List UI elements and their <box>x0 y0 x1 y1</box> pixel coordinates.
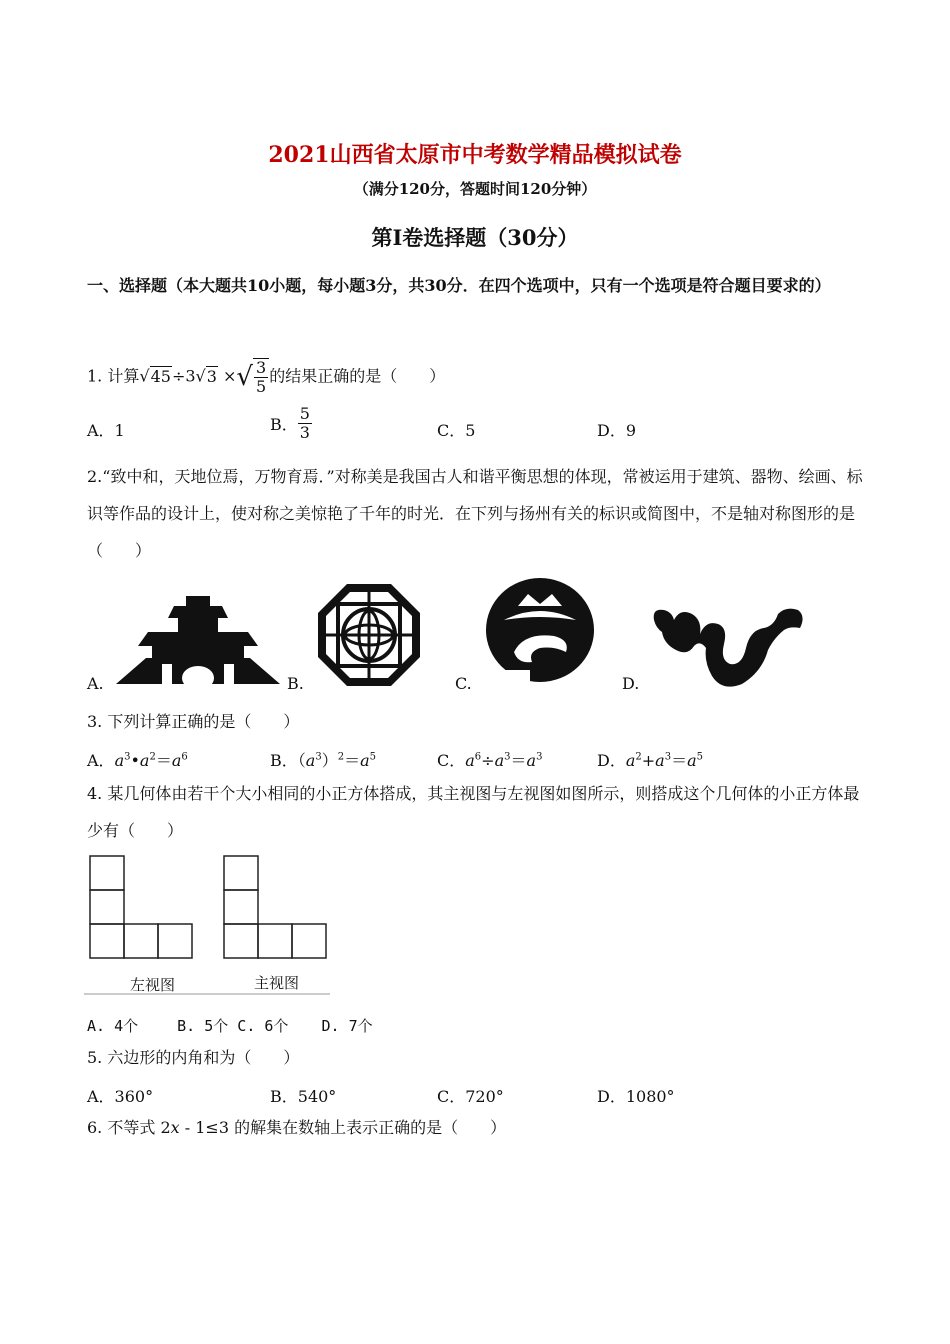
q2-option-b-label[interactable]: B. <box>287 674 304 693</box>
q1-option-c[interactable]: C．5 <box>437 421 476 440</box>
q3-option-d[interactable]: D．$a^2+a^3=a^5$ <box>597 751 704 770</box>
q2-figure-d-dragon <box>650 600 804 688</box>
q1-sqrt-sign-2: √ <box>195 366 206 386</box>
question-1 <box>87 358 445 396</box>
q3-option-b[interactable]: B．$(a^3)^2=a^5$ <box>270 751 377 770</box>
section-heading: 第I卷选择题（30分） <box>371 225 579 250</box>
q4-left-view-grid <box>90 856 192 958</box>
q5-option-b[interactable]: B．540° <box>270 1087 337 1106</box>
question-2: 2.“致中和，天地位焉，万物育焉．”对称美是我国古人和谐平衡思想的体现，常被运用于建筑、器物、绘画、标识等作品的设计上，使对称之美惊艳了千年的时光．在下列与扬州有关的标识或简图中，不是轴对称图形的是（ ） <box>87 467 863 560</box>
section-instructions: 一、选择题（本大题共10小题，每小题3分，共30分．在四个选项中，只有一个选项是符合题目要求的） <box>87 276 831 295</box>
q1-option-b-den: 3 <box>299 423 310 442</box>
q1-sqrt-fraction <box>253 358 269 396</box>
q6-variable: x <box>170 1118 180 1137</box>
q4-main-view-caption: 主视图 <box>254 974 300 992</box>
question-6 <box>87 1118 506 1138</box>
q3-option-d-label: D． <box>597 751 626 770</box>
q3-option-a[interactable]: A．$a^3•a^2=a^6$ <box>87 751 188 770</box>
question-5: 5. 六边形的内角和为（ ） <box>87 1048 300 1067</box>
q2-option-a-label[interactable]: A. <box>87 674 104 693</box>
question-3: 3. 下列计算正确的是（ ） <box>87 712 300 731</box>
q5-option-a[interactable]: A．360° <box>87 1087 154 1106</box>
q1-option-b[interactable] <box>270 405 312 442</box>
q6-text-post: - 1≤3 的解集在数轴上表示正确的是（ ） <box>179 1118 507 1137</box>
exam-subtitle: （满分120分，答题时间120分钟） <box>353 180 597 198</box>
q4-options[interactable]: A. 4个 B. 5个 C. 6个 D. 7个 <box>87 1017 373 1035</box>
q3-option-c[interactable]: C．$a^6\div a^3=a^3$ <box>437 751 543 770</box>
q1-option-a[interactable]: A．1 <box>87 421 125 440</box>
q1-div: ÷3 <box>171 366 196 386</box>
q1-sqrt-sign-3: √ <box>236 362 253 392</box>
q1-radicand-1: 45 <box>150 366 171 386</box>
q1-number: 1. <box>87 366 103 386</box>
q1-option-d[interactable]: D．9 <box>597 421 637 440</box>
q5-option-d[interactable]: D．1080° <box>597 1087 675 1106</box>
q1-option-b-label: B． <box>270 415 298 434</box>
q2-figure-b-lattice-window <box>316 582 422 688</box>
exam-title: 2021山西省太原市中考数学精品模拟试卷 <box>268 142 682 168</box>
q1-option-b-num: 5 <box>299 404 310 423</box>
q1-frac-den: 5 <box>256 377 267 396</box>
q4-main-view-grid <box>224 856 326 958</box>
q2-option-c-label[interactable]: C. <box>455 674 472 693</box>
q6-text-pre: 6. 不等式 2 <box>87 1118 171 1137</box>
q3-option-b-label: B．（ <box>270 751 306 770</box>
q1-radicand-2: 3 <box>206 366 217 386</box>
q1-times: × <box>223 366 237 386</box>
q1-frac-num: 3 <box>256 358 267 377</box>
q5-option-c[interactable]: C．720° <box>437 1087 504 1106</box>
q1-option-b-fraction <box>298 405 312 442</box>
q4-left-view-caption: 左视图 <box>130 976 176 994</box>
q2-figure-c-emblem <box>484 574 596 686</box>
question-4: 4. 某几何体由若干个大小相同的小正方体搭成，其主视图与左视图如图所示，则搭成这个几何体的小正方体最少有（ ） <box>87 784 860 840</box>
q1-suffix: 的结果正确的是（ ） <box>269 366 446 386</box>
q2-option-d-label[interactable]: D. <box>622 674 640 693</box>
q1-sqrt-sign: √ <box>139 366 150 386</box>
q2-figure-a-pavilion <box>116 596 280 686</box>
q1-prefix: 计算 <box>107 366 140 386</box>
q3-option-c-label: C． <box>437 751 466 770</box>
q3-option-a-label: A． <box>87 751 115 770</box>
